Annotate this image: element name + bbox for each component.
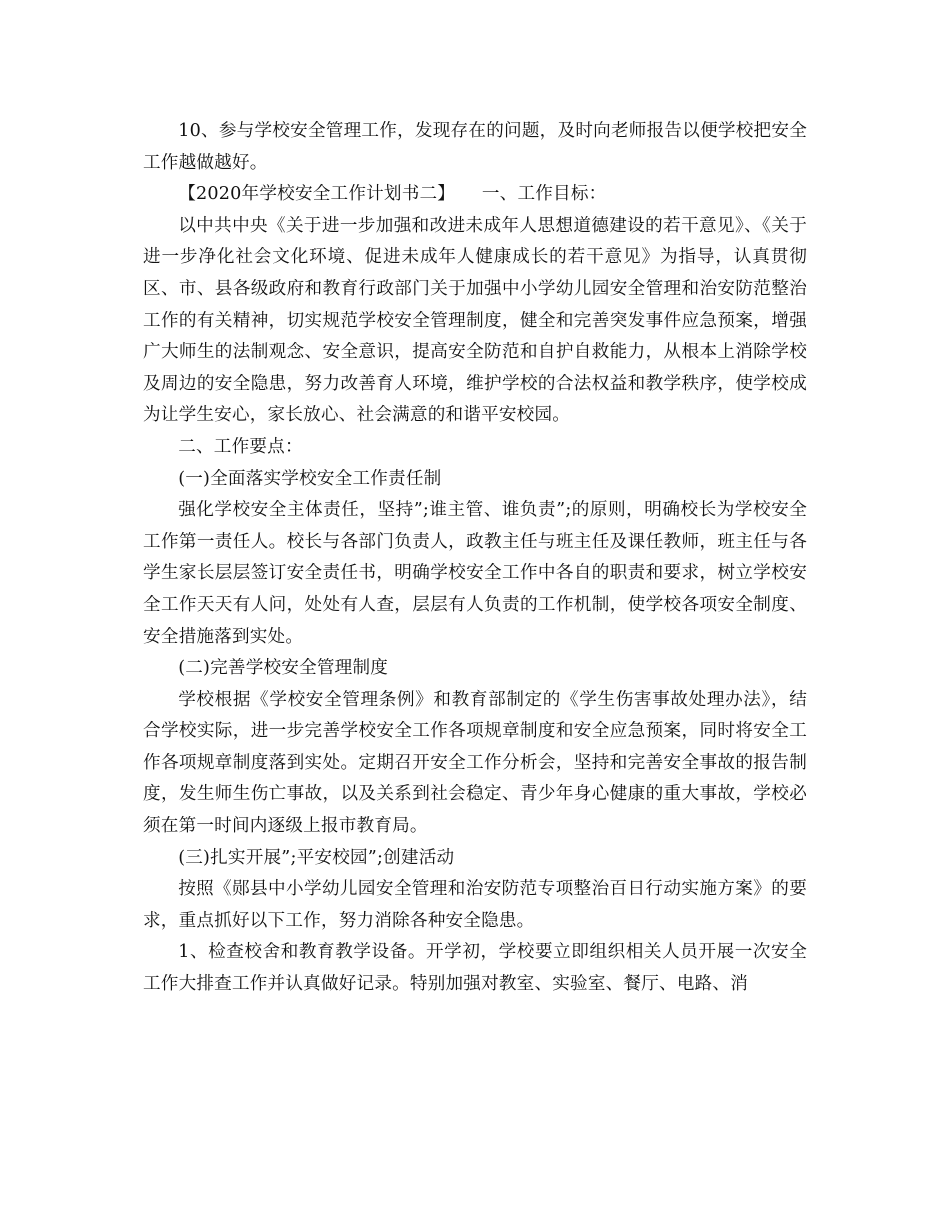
paragraph-management-system: 学校根据《学校安全管理条例》和教育部制定的《学生伤害事故处理办法》，结合学校实际，进一步完善学校安全工作各项规章制度和安全应急预案，同时将安全工作各项规章制度落到实处。定期召开安全工作分析会，坚持和完善安全事故的报告制度，发生师生伤亡事故，以及关系到社会稳定、青少年身心健康的重大事故，学校必须在第一时间内逐级上报市教育局。 xyxy=(143,689,807,837)
paragraph-item-10: 10、参与学校安全管理工作，发现存在的问题，及时向老师报告以便学校把安全工作越做越好。 xyxy=(143,121,807,173)
section-heading-work-points: 二、工作要点： xyxy=(178,436,303,457)
document-body xyxy=(143,116,807,1001)
subheading-management-system: (二)完善学校安全管理制度 xyxy=(178,658,389,679)
section-heading-plan-two: 【2020年学校安全工作计划书二】 一、工作目标： xyxy=(178,184,607,205)
paragraph-safe-campus: 按照《郧县中小学幼儿园安全管理和治安防范专项整治百日行动实施方案》的要求，重点抓好以下工作，努力消除各种安全隐患。 xyxy=(143,879,807,931)
paragraph-work-goals: 以中共中央《关于进一步加强和改进未成年人思想道德建设的若干意见》、《关于进一步净化社会文化环境、促进未成年人健康成长的若干意见》为指导，认真贯彻区、市、县各级政府和教育行政部门关于加强中小学幼儿园安全管理和治安防范整治工作的有关精神，切实规范学校安全管理制度，健全和完善突发事件应急预案，增强广大师生的法制观念、安全意识，提高安全防范和自护自救能力，从根本上消除学校及周边的安全隐患，努力改善育人环境，维护学校的合法权益和教学秩序，使学校成为让学生安心，家长放心、社会满意的和谐平安校园。 xyxy=(143,215,807,426)
subheading-responsibility: (一)全面落实学校安全工作责任制 xyxy=(178,468,442,489)
subheading-safe-campus: (三)扎实开展”;平安校园”;创建活动 xyxy=(178,847,455,868)
paragraph-inspection: 1、检查校舍和教育教学设备。开学初，学校要立即组织相关人员开展一次安全工作大排查工作并认真做好记录。特别加强对教室、实验室、餐厅、电路、消 xyxy=(143,942,807,995)
paragraph-responsibility: 强化学校安全主体责任，坚持”;谁主管、谁负责”;的原则，明确校长为学校安全工作第一责任人。校长与各部门负责人，政教主任与班主任及课任教师，班主任与各学生家长层层签订安全责任书，明确学校安全工作中各自的职责和要求，树立学校安全工作天天有人问，处处有人查，层层有人负责的工作机制，使学校各项安全制度、安全措施落到实处。 xyxy=(143,500,807,647)
